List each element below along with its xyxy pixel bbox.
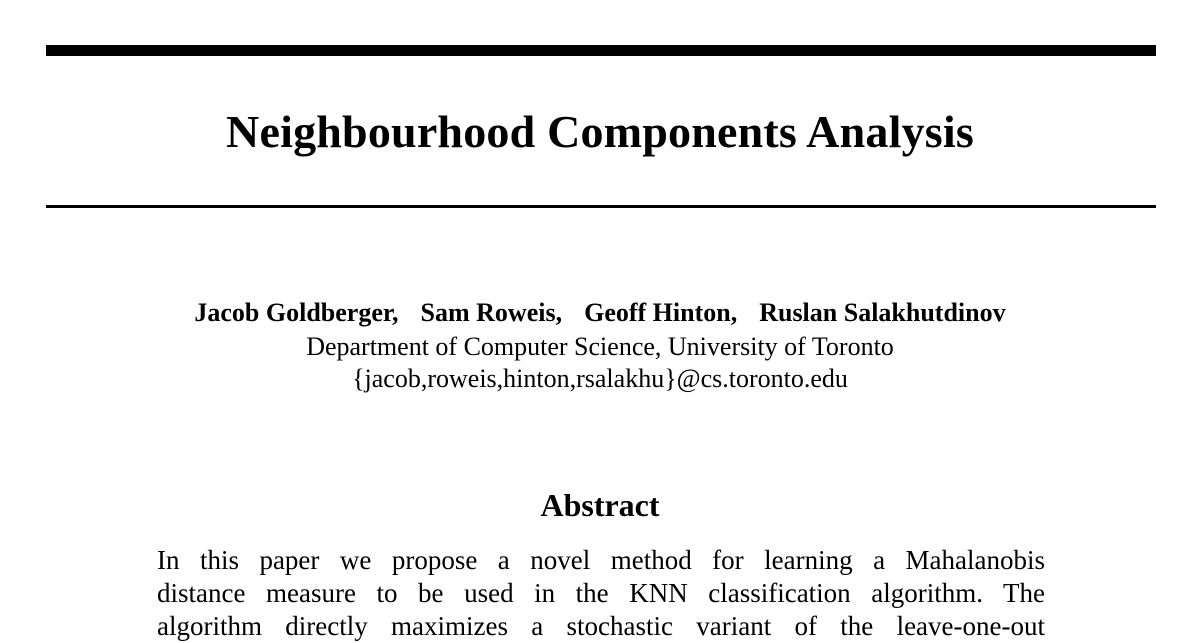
author-name: Geoff Hinton,	[584, 298, 738, 327]
abstract-line: In this paper we propose a novel method for learning a Mahalanobis	[157, 545, 1045, 575]
title-bottom-rule	[46, 205, 1156, 208]
author-list	[0, 297, 1200, 329]
author-name: Ruslan Salakhutdinov	[759, 298, 1006, 327]
top-thick-rule	[46, 45, 1156, 56]
abstract-line: algorithm directly maximizes a stochastic variant of the leave-one-out	[157, 611, 1045, 641]
abstract-body	[157, 544, 1045, 643]
author-name: Sam Roweis,	[420, 298, 563, 327]
abstract-line: distance measure to be used in the KNN classification algorithm. The	[157, 578, 1045, 608]
paper-title: Neighbourhood Components Analysis	[226, 106, 974, 157]
author-affiliation: Department of Computer Science, University of Toronto	[306, 332, 894, 361]
author-emails: {jacob,roweis,hinton,rsalakhu}@cs.toronto.edu	[352, 364, 848, 393]
abstract-heading: Abstract	[540, 487, 660, 523]
author-name: Jacob Goldberger,	[194, 298, 399, 327]
